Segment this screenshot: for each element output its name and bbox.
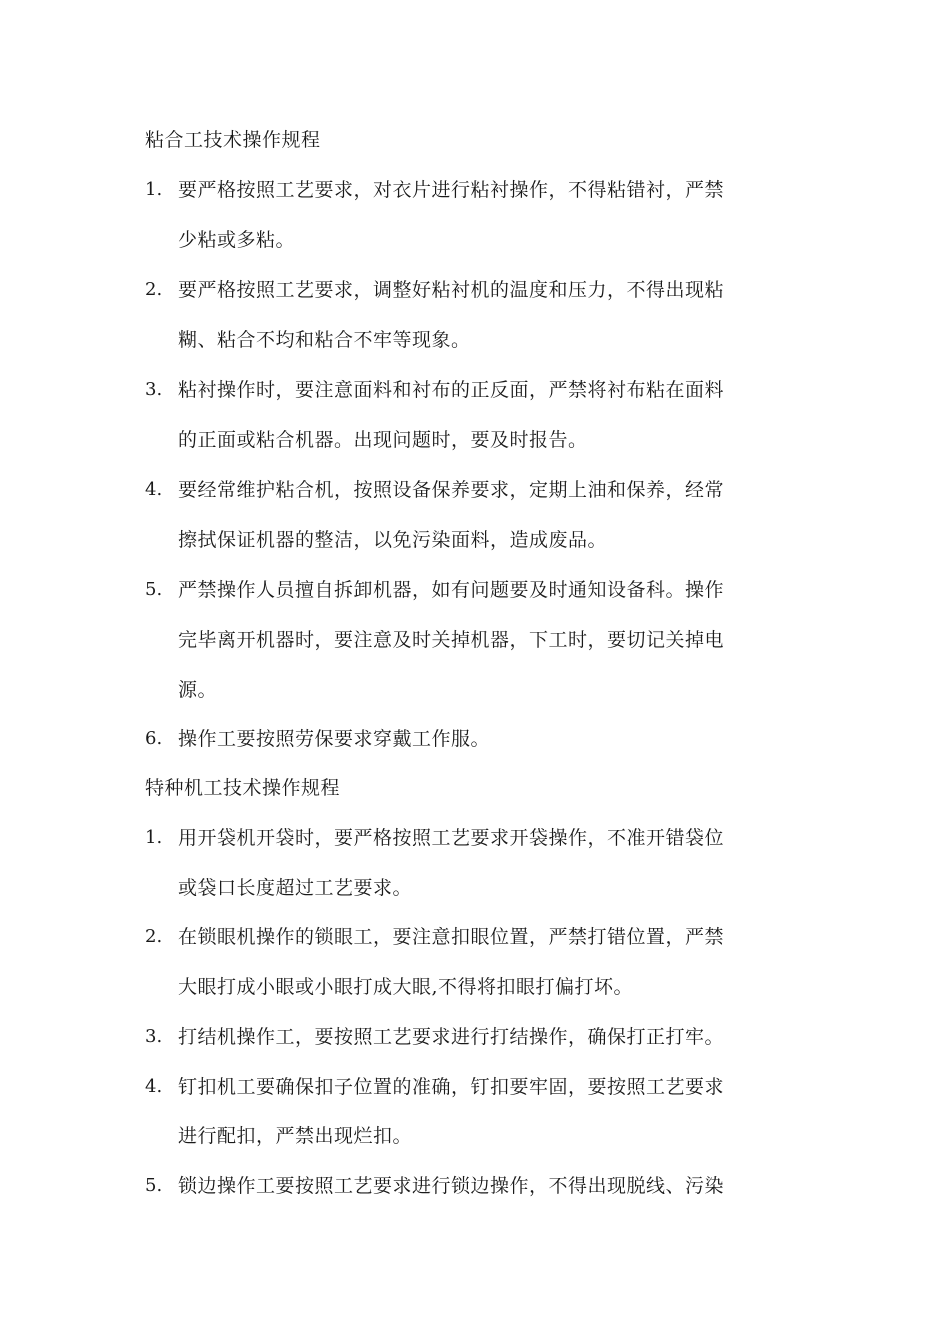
item-text-line: 源。 [178, 679, 218, 701]
item-text-line: 锁边操作工要按照工艺要求进行锁边操作，不得出现脱线、污染 [178, 1175, 725, 1197]
item-text-line: 用开袋机开袋时，要严格按照工艺要求开袋操作，不准开错袋位 [178, 827, 725, 849]
item-number: 5. [145, 579, 163, 600]
item-number: 2. [145, 926, 163, 947]
item-text-line: 擦拭保证机器的整洁，以免污染面料，造成废品。 [178, 529, 608, 551]
item-text-line: 在锁眼机操作的锁眼工，要注意扣眼位置，严禁打错位置，严禁 [178, 926, 725, 948]
item-text-line: 大眼打成小眼或小眼打成大眼,不得将扣眼打偏打坏。 [178, 976, 634, 998]
item-number: 3. [145, 379, 163, 400]
item-text-line: 操作工要按照劳保要求穿戴工作服。 [178, 728, 491, 750]
item-number: 4. [145, 479, 163, 500]
item-text-line: 或袋口长度超过工艺要求。 [178, 877, 413, 899]
item-number: 6. [145, 728, 163, 749]
item-text-line: 的正面或粘合机器。出现问题时，要及时报告。 [178, 429, 588, 451]
item-text-line: 要经常维护粘合机，按照设备保养要求，定期上油和保养，经常 [178, 479, 725, 501]
item-text-line: 糊、粘合不均和粘合不牢等现象。 [178, 329, 471, 351]
section-heading-bonding: 粘合工技术操作规程 [145, 129, 321, 151]
item-text-line: 完毕离开机器时，要注意及时关掉机器，下工时，要切记关掉电 [178, 629, 725, 651]
item-number: 1. [145, 827, 163, 848]
item-number: 5. [145, 1175, 163, 1196]
item-text-line: 打结机操作工，要按照工艺要求进行打结操作，确保打正打牢。 [178, 1026, 725, 1048]
item-text-line: 粘衬操作时，要注意面料和衬布的正反面，严禁将衬布粘在面料 [178, 379, 725, 401]
item-text-line: 钉扣机工要确保扣子位置的准确，钉扣要牢固，要按照工艺要求 [178, 1076, 725, 1098]
section-heading-special-machine: 特种机工技术操作规程 [145, 777, 341, 799]
item-text-line: 少粘或多粘。 [178, 229, 296, 251]
item-text-line: 进行配扣，严禁出现烂扣。 [178, 1125, 413, 1147]
item-number: 2. [145, 279, 163, 300]
item-number: 1. [145, 179, 163, 200]
item-text-line: 要严格按照工艺要求，调整好粘衬机的温度和压力，不得出现粘 [178, 279, 725, 301]
item-number: 3. [145, 1026, 163, 1047]
item-text-line: 要严格按照工艺要求，对衣片进行粘衬操作，不得粘错衬，严禁 [178, 179, 725, 201]
item-text-line: 严禁操作人员擅自拆卸机器，如有问题要及时通知设备科。操作 [178, 579, 725, 601]
item-number: 4. [145, 1076, 163, 1097]
